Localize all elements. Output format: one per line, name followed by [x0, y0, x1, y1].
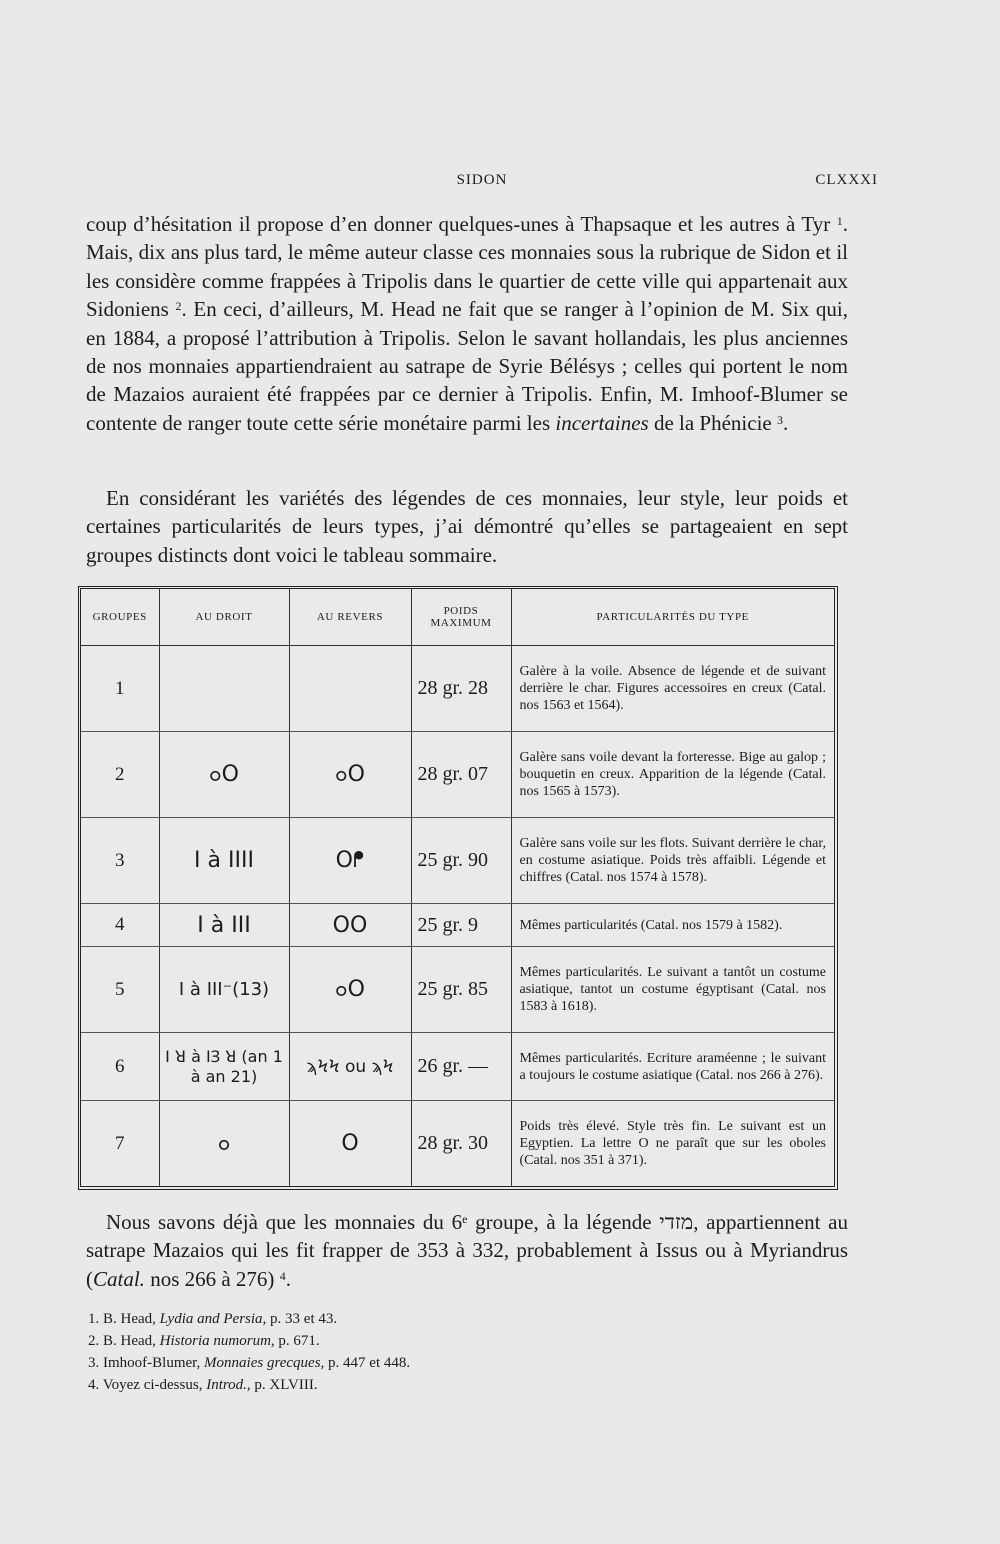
cell-groupe: 4	[81, 904, 159, 947]
table-row	[81, 1033, 834, 1101]
running-header	[86, 172, 878, 196]
footnote-title: Lydia and Persia,	[159, 1311, 267, 1327]
cell-droit: I ꓤ à IꞫ ꓤ (an 1 à an 21)	[159, 1033, 289, 1101]
paragraph-2-text: En considérant les variétés des légendes de ces monnaies, leur style, leur poids et certaines particularités de leurs types, j’ai démontré qu’elles se partageaient en sept groupes distincts dont voici le tableau sommaire.	[86, 486, 848, 567]
footnote-number: 4.	[88, 1377, 100, 1393]
header-poids: POIDS MAXIMUM	[411, 589, 511, 646]
cell-description: Mêmes particularités. Le suivant a tantôt un costume asiatique, tantot un costume égyptisant (Catal. nos 1583 à 1618).	[511, 947, 834, 1033]
table-header-row	[81, 589, 834, 646]
cell-poids: 25 gr. 85	[411, 947, 511, 1033]
cell-revers: Oᖰ	[289, 818, 411, 904]
footnotes	[88, 1308, 788, 1396]
footnote-ref[interactable]: 3	[776, 412, 783, 427]
cell-groupe: 5	[81, 947, 159, 1033]
text-run: de la Phénicie	[653, 410, 772, 435]
cell-groupe: 2	[81, 732, 159, 818]
table-row	[81, 1101, 834, 1186]
cell-groupe: 3	[81, 818, 159, 904]
text-run: nos 266 à 276)	[150, 1266, 275, 1291]
table-row	[81, 947, 834, 1033]
cell-poids: 25 gr. 90	[411, 818, 511, 904]
footnote-ref[interactable]: 2	[175, 299, 182, 314]
footnote-text: Voyez ci-dessus,	[102, 1377, 203, 1393]
cell-groupe: 6	[81, 1033, 159, 1101]
text-run: coup d’hésitation il propose d’en donner quelques-unes à Thapsaque et les autres à Tyr	[86, 212, 831, 236]
header-particularites: PARTICULARITÉS DU TYPE	[511, 589, 834, 646]
table-row	[81, 646, 834, 732]
footnote-text: p. 447 et 448.	[328, 1355, 411, 1371]
footnote-text: p. 671.	[278, 1333, 320, 1349]
paragraph-3	[86, 1208, 848, 1293]
footnote	[88, 1330, 788, 1352]
running-title: SIDON	[456, 172, 508, 188]
text-run: groupe, à la légende ‎מזדי, appartiennent au satrape Mazaios qui les fit frapper de 353 à 332, probablement à Issus ou à Myriandrus (	[86, 1210, 848, 1291]
footnote-number: 3.	[88, 1355, 100, 1371]
text-run: .	[285, 1266, 291, 1291]
header-au-droit: AU DROIT	[159, 589, 289, 646]
text-run: .	[782, 410, 789, 435]
cell-revers: OO	[289, 904, 411, 947]
footnote-title: Historia numorum,	[159, 1333, 275, 1349]
cell-revers: O	[289, 1101, 411, 1186]
footnote	[88, 1352, 788, 1374]
footnote-text: B. Head,	[103, 1311, 156, 1327]
cell-droit: ߋ	[159, 1101, 289, 1186]
footnote-number: 1.	[88, 1311, 100, 1327]
cell-poids: 28 gr. 30	[411, 1101, 511, 1186]
cell-revers: ߋO	[289, 732, 411, 818]
footnote-title: Monnaies grecques,	[204, 1355, 325, 1371]
text-run: . En ceci, d’ailleurs, M. Head ne fait que se ranger à l’opinion de M. Six qui, en 1884, a proposé l’attribution à Tripolis. Selon le savant hollandais, les plus anciennes de nos monnaies appartiendraient au satrape de Syrie Bélésys ; celles qui portent le nom de Mazaios auraient été frappées par ce dernier à Tripolis. Enfin, M. Imhoof-Blumer se contente de ranger toute cette série monétaire parmi les	[86, 297, 849, 435]
cell-groupe: 1	[81, 646, 159, 732]
cell-groupe: 7	[115, 1132, 125, 1154]
cell-description: Mêmes particularités. Ecriture araméenne ; le suivant a toujours le costume asiatique (Catal. nos 266 à 276).	[511, 1033, 834, 1101]
cell-description: Galère à la voile. Absence de légende et de suivant derrière le char. Figures accessoires en creux (Catal. nos 1563 et 1564).	[511, 646, 834, 732]
italic-term: incertaines	[555, 410, 649, 435]
page-number: CLXXXI	[815, 172, 878, 188]
cell-droit: ߋO	[159, 732, 289, 818]
paragraph-2	[86, 484, 848, 569]
footnote-text: p. XLVIII.	[254, 1377, 318, 1393]
footnote-ref[interactable]: 4	[279, 1268, 286, 1283]
cell-droit: I à III	[159, 904, 289, 947]
table-row	[81, 904, 834, 947]
footnote-number: 2.	[88, 1333, 100, 1349]
cell-description: Galère sans voile sur les flots. Suivant derrière le char, en costume asiatique. Poids très affaibli. Légende et chiffres (Catal. nos 1574 à 1578).	[511, 818, 834, 904]
text-run: . Mais, dix ans plus tard, le même auteur classe ces monnaies sous la rubrique de Sidon et il les considère comme frappées à Tripolis dans le quartier de cette ville qui appartenait aux Sidoniens	[86, 212, 848, 322]
cell-description: Poids très élevé. Style très fin. Le suivant est un Egyptien. La lettre O ne paraît que sur les oboles (Catal. nos 351 à 371).	[511, 1101, 834, 1186]
table-row	[81, 818, 834, 904]
cell-description: Mêmes particularités (Catal. nos 1579 à 1582).	[511, 904, 834, 947]
cell-revers: ϡϞϞ ou ϡϞ	[289, 1033, 411, 1101]
cell-poids: 28 gr. 07	[411, 732, 511, 818]
cell-poids: 28 gr. 28	[411, 646, 511, 732]
footnote	[88, 1374, 788, 1396]
paragraph-1	[86, 210, 848, 437]
cell-revers: ߋO	[289, 947, 411, 1033]
header-au-revers: AU REVERS	[289, 589, 411, 646]
cell-poids: 25 gr. 9	[411, 904, 511, 947]
cell-poids: 26 gr. —	[411, 1033, 511, 1101]
footnote-text: B. Head,	[103, 1333, 156, 1349]
table-row	[81, 732, 834, 818]
cell-droit	[159, 646, 289, 732]
footnote-text: Imhoof-Blumer,	[103, 1355, 201, 1371]
cell-droit: I à III⁻(13)	[159, 947, 289, 1033]
cell-droit: I à IIII	[159, 818, 289, 904]
groups-table	[78, 586, 838, 1190]
ordinal-superscript: e	[462, 1212, 468, 1226]
footnote	[88, 1308, 788, 1330]
text-run: Nous savons déjà que les monnaies du 6	[106, 1210, 463, 1234]
cell-revers	[289, 646, 411, 732]
footnote-title: Introd.,	[206, 1377, 251, 1393]
footnote-text: p. 33 et 43.	[270, 1311, 338, 1327]
footnote-ref[interactable]: 1	[836, 214, 843, 228]
cell-description: Galère sans voile devant la forteresse. Bige au galop ; bouquetin en creux. Apparition de la légende (Catal. nos 1565 à 1573).	[511, 732, 834, 818]
header-groupes: GROUPES	[81, 589, 159, 646]
italic-term: Catal.	[93, 1266, 145, 1291]
